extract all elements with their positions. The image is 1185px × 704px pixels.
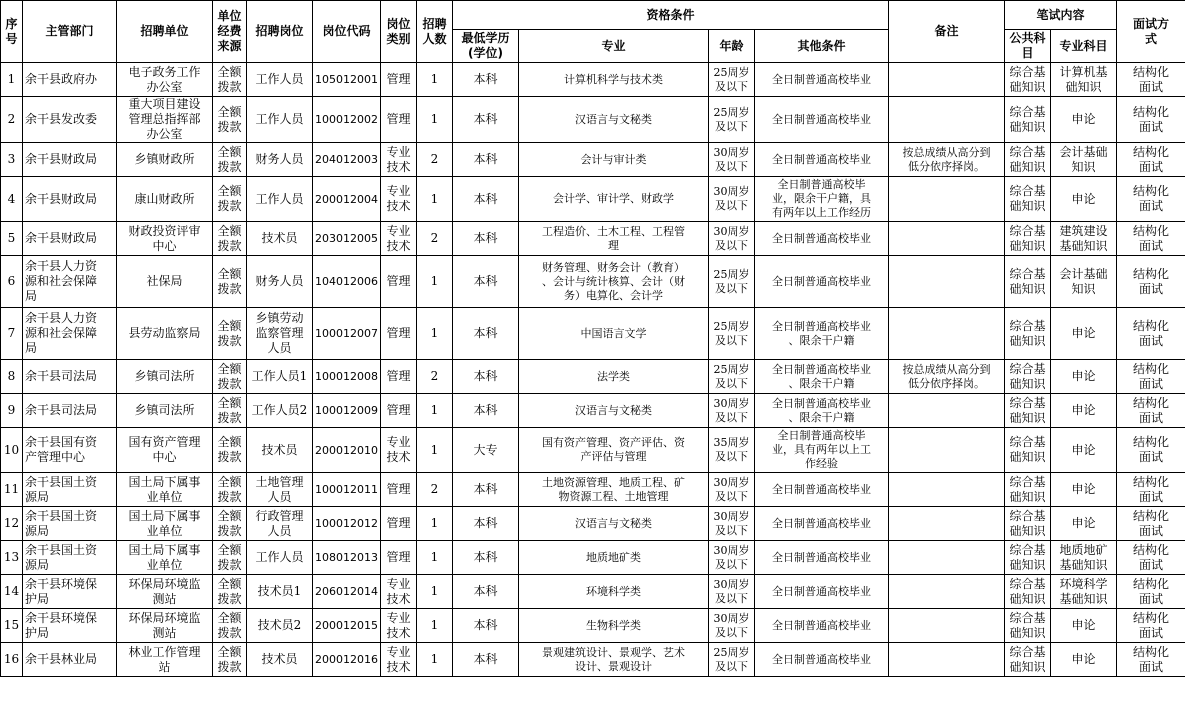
- table-row: [1, 256, 1185, 308]
- cell-post: 技术员1: [247, 575, 313, 609]
- table-row: [1, 609, 1185, 643]
- cell-interview: 结构化 面试: [1117, 177, 1185, 222]
- cell-funding: 全额 拨款: [213, 308, 247, 360]
- cell-funding: 全额 拨款: [213, 507, 247, 541]
- header-category: 岗位 类别: [381, 1, 417, 63]
- cell-dept: 余干县国土资 源局: [23, 473, 117, 507]
- cell-post: 技术员: [247, 428, 313, 473]
- table-row: [1, 308, 1185, 360]
- table-body: [1, 63, 1185, 677]
- cell-interview: 结构化 面试: [1117, 143, 1185, 177]
- header-education: 最低学历 (学位): [453, 30, 519, 63]
- cell-age: 30周岁 及以下: [709, 507, 755, 541]
- cell-age: 25周岁 及以下: [709, 97, 755, 143]
- cell-age: 25周岁 及以下: [709, 643, 755, 677]
- cell-dept: 余干县环境保 护局: [23, 575, 117, 609]
- cell-seq: 11: [1, 473, 23, 507]
- cell-public-subject: 综合基 础知识: [1005, 428, 1051, 473]
- cell-dept: 余干县环境保 护局: [23, 609, 117, 643]
- cell-code: 200012015: [313, 609, 381, 643]
- cell-remark: [889, 308, 1005, 360]
- cell-interview: 结构化 面试: [1117, 360, 1185, 394]
- cell-other: 全日制普通高校毕业: [755, 63, 889, 97]
- cell-major: 法学类: [519, 360, 709, 394]
- cell-funding: 全额 拨款: [213, 63, 247, 97]
- cell-special-subject: 申论: [1051, 177, 1117, 222]
- cell-special-subject: 申论: [1051, 394, 1117, 428]
- cell-interview: 结构化 面试: [1117, 222, 1185, 256]
- cell-age: 30周岁 及以下: [709, 394, 755, 428]
- cell-age: 30周岁 及以下: [709, 473, 755, 507]
- cell-count: 2: [417, 473, 453, 507]
- cell-education: 本科: [453, 360, 519, 394]
- header-count: 招聘 人数: [417, 1, 453, 63]
- cell-major: 工程造价、土木工程、工程管 理: [519, 222, 709, 256]
- cell-remark: [889, 473, 1005, 507]
- cell-post: 工作人员: [247, 97, 313, 143]
- header-special-subject: 专业科目: [1051, 30, 1117, 63]
- cell-code: 104012006: [313, 256, 381, 308]
- cell-seq: 16: [1, 643, 23, 677]
- cell-seq: 2: [1, 97, 23, 143]
- cell-special-subject: 环境科学 基础知识: [1051, 575, 1117, 609]
- cell-remark: [889, 575, 1005, 609]
- cell-interview: 结构化 面试: [1117, 256, 1185, 308]
- cell-other: 全日制普通高校毕业 、限余干户籍: [755, 394, 889, 428]
- cell-remark: [889, 256, 1005, 308]
- cell-seq: 9: [1, 394, 23, 428]
- cell-education: 本科: [453, 222, 519, 256]
- cell-public-subject: 综合基 础知识: [1005, 63, 1051, 97]
- cell-post: 财务人员: [247, 256, 313, 308]
- cell-count: 1: [417, 177, 453, 222]
- cell-public-subject: 综合基 础知识: [1005, 473, 1051, 507]
- cell-education: 本科: [453, 177, 519, 222]
- cell-interview: 结构化 面试: [1117, 609, 1185, 643]
- cell-public-subject: 综合基 础知识: [1005, 575, 1051, 609]
- cell-special-subject: 申论: [1051, 360, 1117, 394]
- header-unit: 招聘单位: [117, 1, 213, 63]
- cell-seq: 12: [1, 507, 23, 541]
- cell-other: 全日制普通高校毕业 、限余干户籍: [755, 360, 889, 394]
- cell-unit: 重大项目建设 管理总指挥部 办公室: [117, 97, 213, 143]
- cell-major: 汉语言与文秘类: [519, 394, 709, 428]
- cell-seq: 13: [1, 541, 23, 575]
- cell-funding: 全额 拨款: [213, 394, 247, 428]
- cell-education: 本科: [453, 97, 519, 143]
- table-row: [1, 643, 1185, 677]
- cell-remark: [889, 428, 1005, 473]
- cell-count: 1: [417, 256, 453, 308]
- cell-post: 行政管理 人员: [247, 507, 313, 541]
- cell-funding: 全额 拨款: [213, 473, 247, 507]
- cell-category: 专业 技术: [381, 643, 417, 677]
- cell-post: 工作人员1: [247, 360, 313, 394]
- header-other: 其他条件: [755, 30, 889, 63]
- cell-special-subject: 申论: [1051, 473, 1117, 507]
- cell-other: 全日制普通高校毕业: [755, 541, 889, 575]
- cell-dept: 余干县发改委: [23, 97, 117, 143]
- cell-dept: 余干县政府办: [23, 63, 117, 97]
- cell-remark: [889, 63, 1005, 97]
- cell-age: 25周岁 及以下: [709, 256, 755, 308]
- cell-special-subject: 会计基础 知识: [1051, 143, 1117, 177]
- cell-post: 工作人员2: [247, 394, 313, 428]
- cell-unit: 电子政务工作 办公室: [117, 63, 213, 97]
- cell-category: 专业 技术: [381, 575, 417, 609]
- cell-unit: 环保局环境监 测站: [117, 609, 213, 643]
- cell-dept: 余干县司法局: [23, 360, 117, 394]
- cell-other: 全日制普通高校毕业: [755, 143, 889, 177]
- cell-unit: 康山财政所: [117, 177, 213, 222]
- cell-other: 全日制普通高校毕业: [755, 609, 889, 643]
- cell-seq: 6: [1, 256, 23, 308]
- cell-code: 200012004: [313, 177, 381, 222]
- cell-remark: [889, 97, 1005, 143]
- cell-remark: 按总成绩从高分到 低分依序择岗。: [889, 143, 1005, 177]
- cell-special-subject: 建筑建设 基础知识: [1051, 222, 1117, 256]
- cell-public-subject: 综合基 础知识: [1005, 609, 1051, 643]
- table-row: [1, 507, 1185, 541]
- cell-funding: 全额 拨款: [213, 256, 247, 308]
- cell-major: 计算机科学与技术类: [519, 63, 709, 97]
- cell-category: 管理: [381, 394, 417, 428]
- cell-dept: 余干县财政局: [23, 222, 117, 256]
- cell-education: 本科: [453, 507, 519, 541]
- cell-code: 100012012: [313, 507, 381, 541]
- cell-seq: 10: [1, 428, 23, 473]
- cell-post: 技术员: [247, 222, 313, 256]
- cell-unit: 乡镇司法所: [117, 394, 213, 428]
- cell-code: 100012007: [313, 308, 381, 360]
- header-post: 招聘岗位: [247, 1, 313, 63]
- cell-dept: 余干县人力资 源和社会保障 局: [23, 256, 117, 308]
- header-interview: 面试方 式: [1117, 1, 1185, 63]
- cell-major: 财务管理、财务会计（教育） 、会计与统计核算、会计（财 务）电算化、会计学: [519, 256, 709, 308]
- cell-category: 管理: [381, 473, 417, 507]
- table-row: [1, 473, 1185, 507]
- table-row: [1, 360, 1185, 394]
- cell-age: 30周岁 及以下: [709, 609, 755, 643]
- cell-count: 1: [417, 428, 453, 473]
- cell-category: 管理: [381, 256, 417, 308]
- cell-dept: 余干县国土资 源局: [23, 507, 117, 541]
- cell-other: 全日制普通高校毕业: [755, 256, 889, 308]
- cell-remark: [889, 609, 1005, 643]
- header-seq: 序 号: [1, 1, 23, 63]
- cell-major: 汉语言与文秘类: [519, 97, 709, 143]
- cell-dept: 余干县财政局: [23, 177, 117, 222]
- cell-count: 1: [417, 541, 453, 575]
- cell-category: 管理: [381, 97, 417, 143]
- cell-remark: [889, 643, 1005, 677]
- cell-count: 2: [417, 222, 453, 256]
- cell-special-subject: 申论: [1051, 609, 1117, 643]
- cell-funding: 全额 拨款: [213, 643, 247, 677]
- cell-age: 30周岁 及以下: [709, 177, 755, 222]
- cell-public-subject: 综合基 础知识: [1005, 541, 1051, 575]
- cell-code: 200012016: [313, 643, 381, 677]
- cell-other: 全日制普通高校毕业 、限余干户籍: [755, 308, 889, 360]
- cell-category: 管理: [381, 360, 417, 394]
- table-row: [1, 575, 1185, 609]
- cell-other: 全日制普通高校毕 业，具有两年以上工 作经验: [755, 428, 889, 473]
- cell-code: 204012003: [313, 143, 381, 177]
- cell-age: 30周岁 及以下: [709, 143, 755, 177]
- cell-funding: 全额 拨款: [213, 177, 247, 222]
- cell-unit: 国土局下属事 业单位: [117, 473, 213, 507]
- cell-unit: 国有资产管理 中心: [117, 428, 213, 473]
- cell-other: 全日制普通高校毕业: [755, 643, 889, 677]
- cell-category: 管理: [381, 541, 417, 575]
- cell-interview: 结构化 面试: [1117, 507, 1185, 541]
- cell-count: 1: [417, 63, 453, 97]
- cell-interview: 结构化 面试: [1117, 575, 1185, 609]
- cell-other: 全日制普通高校毕 业，限余干户籍，具 有两年以上工作经历: [755, 177, 889, 222]
- table-row: [1, 428, 1185, 473]
- cell-funding: 全额 拨款: [213, 575, 247, 609]
- cell-special-subject: 申论: [1051, 643, 1117, 677]
- cell-remark: [889, 507, 1005, 541]
- cell-count: 1: [417, 507, 453, 541]
- cell-post: 技术员2: [247, 609, 313, 643]
- cell-funding: 全额 拨款: [213, 541, 247, 575]
- cell-major: 会计学、审计学、财政学: [519, 177, 709, 222]
- cell-post: 土地管理 人员: [247, 473, 313, 507]
- cell-major: 景观建筑设计、景观学、艺术 设计、景观设计: [519, 643, 709, 677]
- cell-category: 管理: [381, 308, 417, 360]
- header-qualifications: 资格条件: [453, 1, 889, 30]
- table-row: [1, 177, 1185, 222]
- cell-age: 30周岁 及以下: [709, 222, 755, 256]
- cell-other: 全日制普通高校毕业: [755, 97, 889, 143]
- cell-count: 1: [417, 643, 453, 677]
- cell-unit: 乡镇财政所: [117, 143, 213, 177]
- cell-major: 土地资源管理、地质工程、矿 物资源工程、土地管理: [519, 473, 709, 507]
- cell-post: 乡镇劳动 监察管理 人员: [247, 308, 313, 360]
- table-row: [1, 143, 1185, 177]
- header-age: 年龄: [709, 30, 755, 63]
- cell-public-subject: 综合基 础知识: [1005, 507, 1051, 541]
- cell-funding: 全额 拨款: [213, 97, 247, 143]
- header-major: 专业: [519, 30, 709, 63]
- cell-age: 25周岁 及以下: [709, 308, 755, 360]
- cell-special-subject: 地质地矿 基础知识: [1051, 541, 1117, 575]
- cell-age: 30周岁 及以下: [709, 541, 755, 575]
- cell-remark: [889, 541, 1005, 575]
- header-dept: 主管部门: [23, 1, 117, 63]
- cell-other: 全日制普通高校毕业: [755, 222, 889, 256]
- cell-public-subject: 综合基 础知识: [1005, 256, 1051, 308]
- cell-count: 1: [417, 575, 453, 609]
- cell-code: 100012008: [313, 360, 381, 394]
- cell-education: 本科: [453, 473, 519, 507]
- cell-category: 专业 技术: [381, 143, 417, 177]
- cell-interview: 结构化 面试: [1117, 428, 1185, 473]
- cell-age: 30周岁 及以下: [709, 575, 755, 609]
- cell-education: 本科: [453, 63, 519, 97]
- cell-category: 专业 技术: [381, 177, 417, 222]
- cell-education: 本科: [453, 643, 519, 677]
- cell-code: 203012005: [313, 222, 381, 256]
- cell-interview: 结构化 面试: [1117, 308, 1185, 360]
- cell-public-subject: 综合基 础知识: [1005, 97, 1051, 143]
- cell-education: 本科: [453, 575, 519, 609]
- cell-interview: 结构化 面试: [1117, 394, 1185, 428]
- cell-seq: 3: [1, 143, 23, 177]
- cell-age: 25周岁 及以下: [709, 63, 755, 97]
- cell-count: 1: [417, 308, 453, 360]
- cell-code: 200012010: [313, 428, 381, 473]
- table-row: [1, 63, 1185, 97]
- cell-post: 工作人员: [247, 63, 313, 97]
- cell-education: 本科: [453, 143, 519, 177]
- cell-education: 本科: [453, 609, 519, 643]
- cell-interview: 结构化 面试: [1117, 97, 1185, 143]
- cell-age: 35周岁 及以下: [709, 428, 755, 473]
- cell-remark: [889, 222, 1005, 256]
- cell-dept: 余干县国土资 源局: [23, 541, 117, 575]
- cell-code: 100012009: [313, 394, 381, 428]
- cell-major: 生物科学类: [519, 609, 709, 643]
- cell-dept: 余干县林业局: [23, 643, 117, 677]
- cell-public-subject: 综合基 础知识: [1005, 394, 1051, 428]
- cell-public-subject: 综合基 础知识: [1005, 222, 1051, 256]
- cell-post: 工作人员: [247, 177, 313, 222]
- cell-major: 会计与审计类: [519, 143, 709, 177]
- cell-public-subject: 综合基 础知识: [1005, 177, 1051, 222]
- cell-major: 汉语言与文秘类: [519, 507, 709, 541]
- cell-seq: 7: [1, 308, 23, 360]
- cell-seq: 1: [1, 63, 23, 97]
- cell-funding: 全额 拨款: [213, 222, 247, 256]
- cell-education: 本科: [453, 308, 519, 360]
- cell-code: 108012013: [313, 541, 381, 575]
- cell-unit: 林业工作管理 站: [117, 643, 213, 677]
- cell-funding: 全额 拨款: [213, 609, 247, 643]
- cell-unit: 乡镇司法所: [117, 360, 213, 394]
- cell-code: 100012011: [313, 473, 381, 507]
- cell-count: 1: [417, 97, 453, 143]
- cell-funding: 全额 拨款: [213, 360, 247, 394]
- cell-major: 国有资产管理、资产评估、资 产评估与管理: [519, 428, 709, 473]
- cell-unit: 国土局下属事 业单位: [117, 541, 213, 575]
- header-code: 岗位代码: [313, 1, 381, 63]
- cell-seq: 14: [1, 575, 23, 609]
- cell-seq: 8: [1, 360, 23, 394]
- cell-special-subject: 会计基础 知识: [1051, 256, 1117, 308]
- cell-count: 1: [417, 394, 453, 428]
- cell-unit: 社保局: [117, 256, 213, 308]
- cell-unit: 环保局环境监 测站: [117, 575, 213, 609]
- table-row: [1, 394, 1185, 428]
- cell-category: 专业 技术: [381, 609, 417, 643]
- cell-category: 管理: [381, 507, 417, 541]
- cell-seq: 15: [1, 609, 23, 643]
- cell-dept: 余干县财政局: [23, 143, 117, 177]
- table-row: [1, 222, 1185, 256]
- cell-education: 本科: [453, 541, 519, 575]
- cell-seq: 5: [1, 222, 23, 256]
- cell-post: 财务人员: [247, 143, 313, 177]
- cell-education: 大专: [453, 428, 519, 473]
- cell-interview: 结构化 面试: [1117, 643, 1185, 677]
- cell-interview: 结构化 面试: [1117, 63, 1185, 97]
- cell-other: 全日制普通高校毕业: [755, 575, 889, 609]
- cell-public-subject: 综合基 础知识: [1005, 643, 1051, 677]
- cell-dept: 余干县国有资 产管理中心: [23, 428, 117, 473]
- cell-education: 本科: [453, 256, 519, 308]
- cell-unit: 财政投资评审 中心: [117, 222, 213, 256]
- header-funding: 单位 经费 来源: [213, 1, 247, 63]
- cell-count: 2: [417, 143, 453, 177]
- cell-funding: 全额 拨款: [213, 143, 247, 177]
- cell-dept: 余干县司法局: [23, 394, 117, 428]
- cell-major: 中国语言文学: [519, 308, 709, 360]
- cell-age: 25周岁 及以下: [709, 360, 755, 394]
- cell-code: 105012001: [313, 63, 381, 97]
- header-row-1: [1, 1, 1185, 30]
- cell-unit: 国土局下属事 业单位: [117, 507, 213, 541]
- cell-remark: [889, 177, 1005, 222]
- cell-interview: 结构化 面试: [1117, 473, 1185, 507]
- cell-education: 本科: [453, 394, 519, 428]
- cell-interview: 结构化 面试: [1117, 541, 1185, 575]
- cell-category: 专业 技术: [381, 222, 417, 256]
- header-written: 笔试内容: [1005, 1, 1117, 30]
- cell-special-subject: 计算机基 础知识: [1051, 63, 1117, 97]
- cell-major: 环境科学类: [519, 575, 709, 609]
- cell-post: 技术员: [247, 643, 313, 677]
- cell-category: 管理: [381, 63, 417, 97]
- cell-count: 2: [417, 360, 453, 394]
- table-row: [1, 541, 1185, 575]
- cell-other: 全日制普通高校毕业: [755, 507, 889, 541]
- cell-code: 100012002: [313, 97, 381, 143]
- cell-funding: 全额 拨款: [213, 428, 247, 473]
- cell-special-subject: 申论: [1051, 97, 1117, 143]
- cell-category: 专业 技术: [381, 428, 417, 473]
- header-public-subject: 公共科 目: [1005, 30, 1051, 63]
- cell-dept: 余干县人力资 源和社会保障 局: [23, 308, 117, 360]
- cell-public-subject: 综合基 础知识: [1005, 308, 1051, 360]
- cell-remark: 按总成绩从高分到 低分依序择岗。: [889, 360, 1005, 394]
- cell-remark: [889, 394, 1005, 428]
- cell-public-subject: 综合基 础知识: [1005, 143, 1051, 177]
- cell-other: 全日制普通高校毕业: [755, 473, 889, 507]
- cell-special-subject: 申论: [1051, 428, 1117, 473]
- cell-major: 地质地矿类: [519, 541, 709, 575]
- cell-special-subject: 申论: [1051, 308, 1117, 360]
- cell-unit: 县劳动监察局: [117, 308, 213, 360]
- cell-seq: 4: [1, 177, 23, 222]
- cell-special-subject: 申论: [1051, 507, 1117, 541]
- table-row: [1, 97, 1185, 143]
- cell-public-subject: 综合基 础知识: [1005, 360, 1051, 394]
- cell-post: 工作人员: [247, 541, 313, 575]
- cell-count: 1: [417, 609, 453, 643]
- header-remark: 备注: [889, 1, 1005, 63]
- cell-code: 206012014: [313, 575, 381, 609]
